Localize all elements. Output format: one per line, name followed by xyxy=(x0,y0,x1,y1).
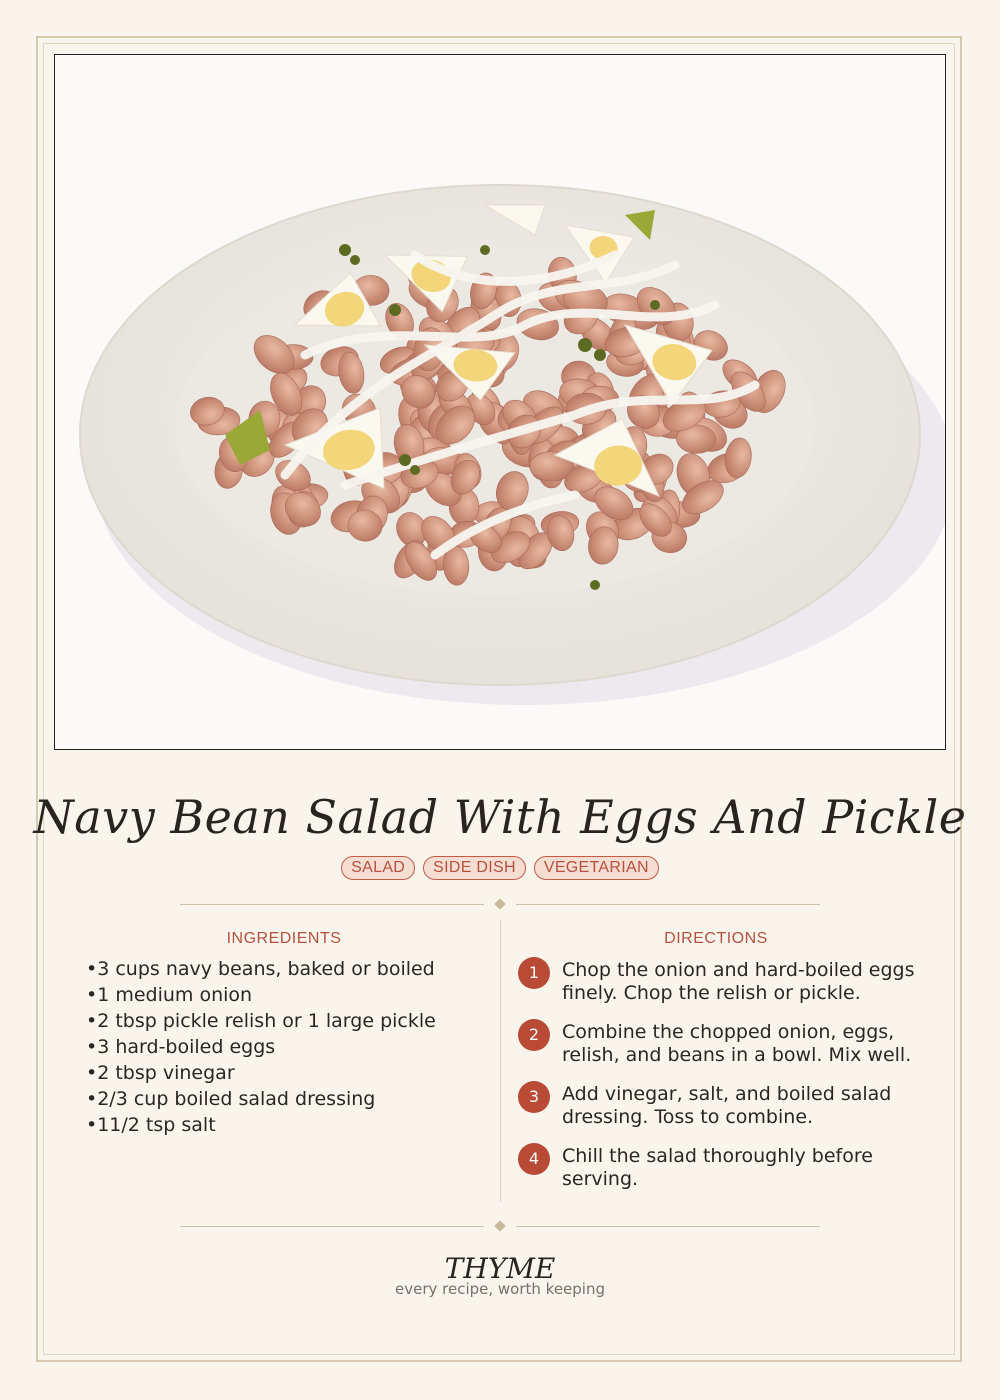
list-item: • 2/3 cup boiled salad dressing xyxy=(86,1086,486,1112)
divider-bottom xyxy=(180,1221,820,1233)
directions-heading: DIRECTIONS xyxy=(664,930,768,947)
direction-step xyxy=(518,1018,938,1067)
divider-top xyxy=(180,899,820,911)
ingredients-heading: INGREDIENTS xyxy=(226,930,342,947)
step-number-badge: 2 xyxy=(518,1019,550,1051)
tag-vegetarian[interactable]: VEGETARIAN xyxy=(534,856,659,880)
tag-side-dish[interactable]: SIDE DISH xyxy=(423,856,526,880)
recipe-photo xyxy=(54,54,946,750)
column-divider xyxy=(500,920,501,1202)
list-item: • 2 tbsp vinegar xyxy=(86,1060,486,1086)
recipe-title: Navy Bean Salad With Eggs And Pickle xyxy=(33,790,967,844)
list-item: • 3 hard-boiled eggs xyxy=(86,1034,486,1060)
directions-list xyxy=(518,956,938,1204)
step-number-badge: 4 xyxy=(518,1143,550,1175)
ingredients-list xyxy=(86,956,486,1138)
list-item: • 2 tbsp pickle relish or 1 large pickle xyxy=(86,1008,486,1034)
step-text: Combine the chopped onion, eggs, relish, and beans in a bowl. Mix well. xyxy=(562,1021,912,1066)
list-item: • 1 medium onion xyxy=(86,982,486,1008)
step-number-badge: 1 xyxy=(518,957,550,989)
step-text: Chill the salad thoroughly before serving. xyxy=(562,1145,873,1190)
step-text: Chop the onion and hard-boiled eggs finely. Chop the relish or pickle. xyxy=(562,959,915,1004)
diamond-ornament-icon xyxy=(494,1220,505,1231)
tag-list xyxy=(0,856,1000,880)
brand-logo: THYME xyxy=(444,1252,556,1285)
brand-tagline: every recipe, worth keeping xyxy=(394,1280,605,1298)
diamond-ornament-icon xyxy=(494,898,505,909)
step-number-badge: 3 xyxy=(518,1081,550,1113)
list-item: • 11/2 tsp salt xyxy=(86,1112,486,1138)
list-item: • 3 cups navy beans, baked or boiled xyxy=(86,956,486,982)
direction-step xyxy=(518,1142,938,1191)
tag-salad[interactable]: SALAD xyxy=(341,856,415,880)
direction-step xyxy=(518,1080,938,1129)
direction-step xyxy=(518,956,938,1005)
step-text: Add vinegar, salt, and boiled salad dressing. Toss to combine. xyxy=(562,1083,892,1128)
